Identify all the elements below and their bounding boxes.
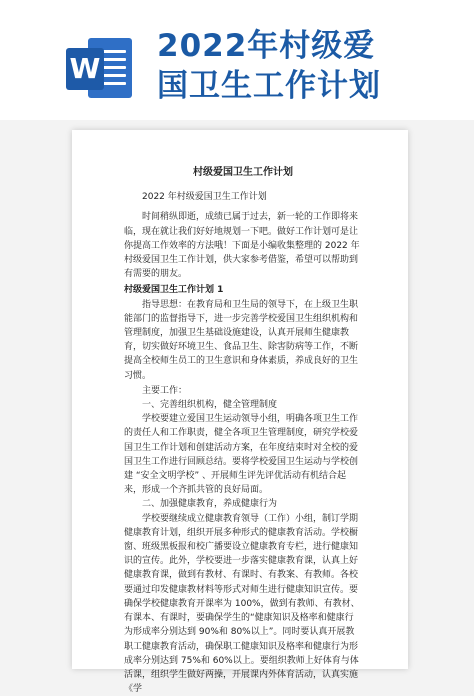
word-letter-badge: W — [66, 48, 104, 90]
document-title: 村级爱国卫生工作计划 — [193, 167, 293, 178]
intro-paragraph: 时间稍纵即逝，成绩已属于过去，新一轮的工作即将来临，现在就让我们好好地规划一下吧。做好工作计划可是让你提高工作效率的方法哦！下面是小编收集整理的 2022 年村级爱国卫生工作计划，供大家参考借鉴，希望可以帮助到有需要的朋友。 — [124, 212, 360, 280]
item1-paragraph: 学校要建立爱国卫生运动领导小组，明确各项卫生工作的责任人和工作职责，健全各项卫生管理制度，研究学校爱国卫生工作计划和创建活动方案，在年度结束时对全校的爱国卫生工作进行回顾总结。要将学校爱国卫生运动与学校创建 “安全文明学校” 、开展师生评先评优活动有机结合起来，形成一个齐抓共管的良好局面。 — [124, 414, 359, 496]
document-subtitle: 2022 年村级爱国卫生工作计划 — [142, 192, 267, 203]
word-document-icon — [66, 38, 132, 98]
item2-heading: 二、加强健康教育，养成健康行为 — [142, 499, 278, 510]
item1-heading: 一、完善组织机构，健全管理制度 — [142, 400, 278, 411]
banner-title-line1: 2022年村级爱 — [157, 28, 376, 64]
banner-title — [157, 26, 457, 106]
section-heading-1: 村级爱国卫生工作计划 1 — [124, 285, 224, 296]
item2-paragraph: 学校要继续成立健康教育领导（工作）小组，制订学期健康教育计划，组织开展多种形式的健康教育活动。学校橱窗、班级黑板报和校广播要设立健康教育专栏，进行健康知识的宣传。此外，学校要进一步落实健康教育课，认真上好健康教育课，做到有教材、有课时、有教案、有教师。各校要通过印发健康教材料等形式对师生进行健康知识宣传。要确保学校健康教育开课率为 100%，做到有教师、有教材、有课本、有课时，要确保学生的“健康知识及格率和健康行为形成率分别达到 90%和 80%以上”。同时要认真开展教职工健康教育活动，确保职工健康知识及格率和健康行为形成率分别达到 75%和 60%以上。要组织教师上好体育与体活课，组织学生做好两操，开展课内外体育活动，认真实施《学 — [124, 513, 360, 695]
guiding-paragraph: 指导思想：在教育局和卫生局的领导下，在上级卫生职能部门的监督指导下，进一步完善学校爱国卫生组织机构和管理制度，加强卫生基础设施建设，认真开展师生健康教育，切实做好环境卫生、食品卫生、除害防病等工作，不断提高全校师生员工的卫生意识和身体素质，养成良好的卫生习惯。 — [124, 299, 359, 381]
banner-header — [0, 0, 474, 120]
main-work-label: 主要工作： — [142, 385, 188, 396]
document-body — [124, 166, 362, 696]
banner-title-line2: 国卫生工作计划 — [157, 68, 381, 104]
document-preview-page — [72, 130, 408, 695]
